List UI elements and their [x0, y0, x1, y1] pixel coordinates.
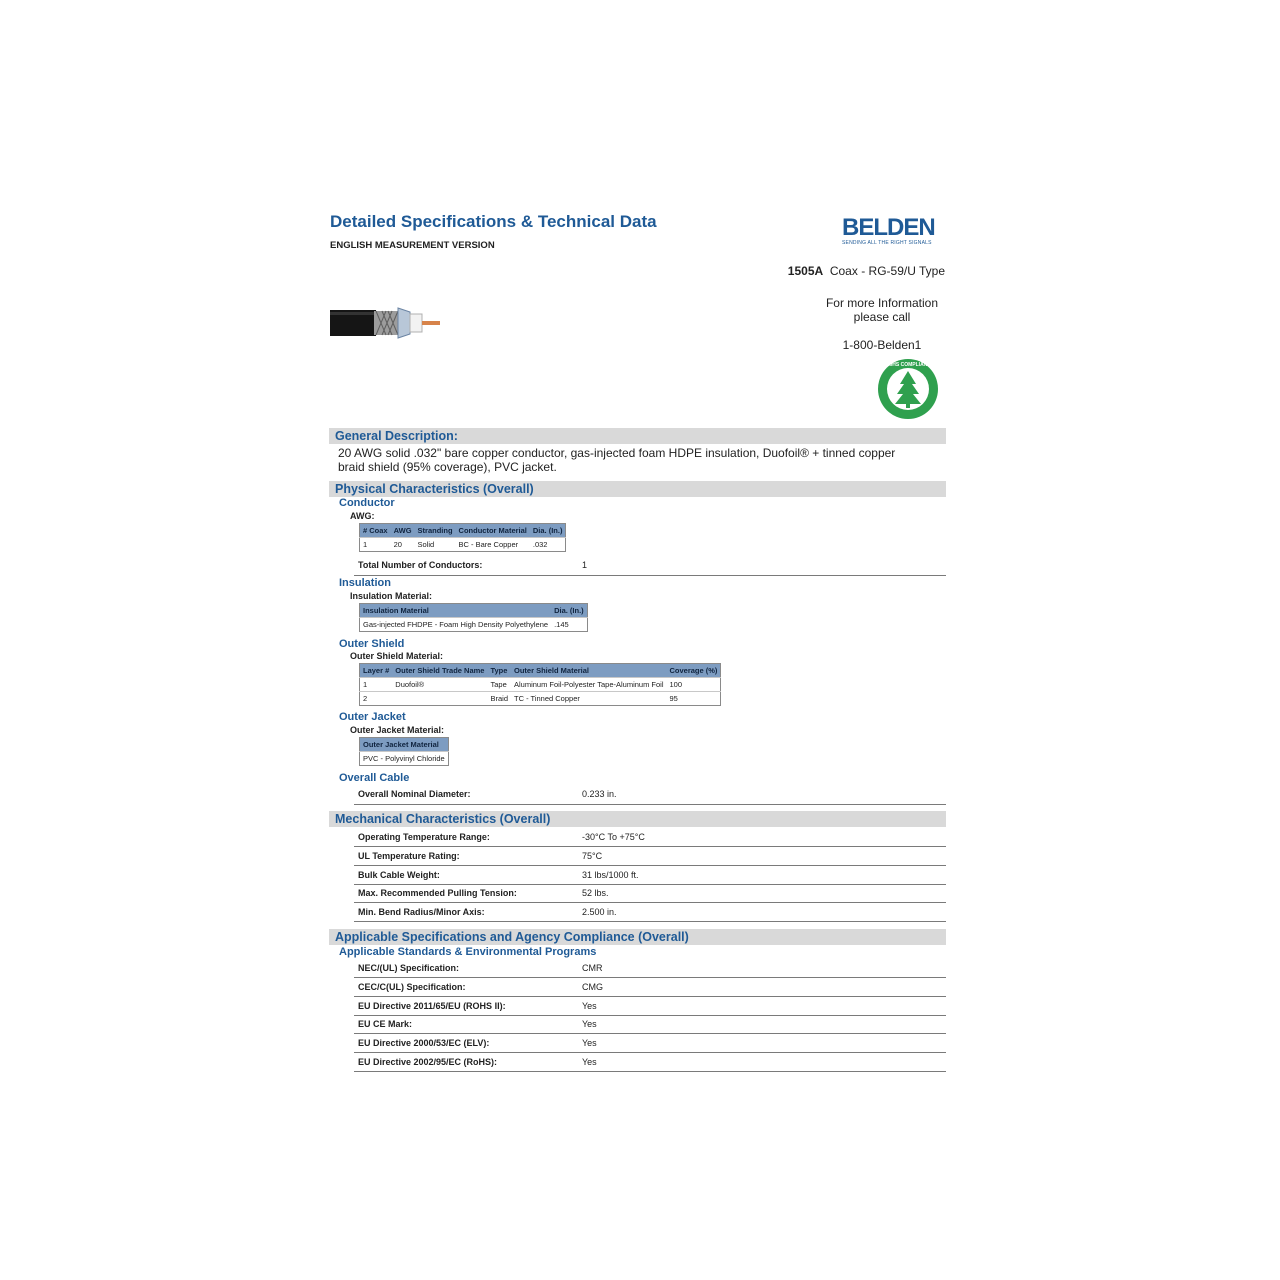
- spec-label: Min. Bend Radius/Minor Axis:: [358, 907, 485, 918]
- spec-value: 2.500 in.: [582, 907, 617, 918]
- table-cell: Duofoil®: [392, 678, 487, 692]
- spec-value: CMG: [582, 981, 603, 992]
- page-title: Detailed Specifications & Technical Data: [330, 212, 657, 231]
- product-line: [788, 264, 945, 278]
- general-description-text: 20 AWG solid .032" bare copper conductor, gas-injected foam HDPE insulation, Duofoil® + tinned copper braid shield (95% coverage), PVC jacket.: [338, 446, 896, 474]
- mechanical-characteristics-bar: [329, 811, 946, 827]
- divider: [354, 1015, 946, 1016]
- spec-value: 31 lbs/1000 ft.: [582, 869, 639, 880]
- table-cell: [392, 692, 487, 706]
- column-header: Insulation Material: [360, 604, 552, 618]
- product-id: 1505A: [787, 264, 824, 278]
- column-header: Coverage (%): [667, 664, 721, 678]
- logo-wordmark: BELDEN: [842, 214, 935, 241]
- column-header: Stranding: [415, 524, 456, 538]
- standards-subheading: Applicable Standards & Environmental Programs: [339, 946, 597, 958]
- table-row: [360, 538, 566, 552]
- table-header-row: [360, 664, 721, 678]
- overall-diameter-value: 0.233 in.: [582, 789, 617, 799]
- info-line-2: please call: [853, 310, 911, 324]
- table-cell: 100: [667, 678, 721, 692]
- insulation-material-label: Insulation Material:: [350, 591, 433, 601]
- info-text: [822, 296, 942, 324]
- table-cell: 2: [360, 692, 393, 706]
- table-row: [360, 752, 449, 766]
- column-header: AWG: [391, 524, 415, 538]
- divider: [354, 846, 946, 847]
- spec-value: 52 lbs.: [582, 888, 609, 899]
- compliance-heading: Applicable Specifications and Agency Compliance (Overall): [335, 930, 689, 944]
- table-header-row: [360, 604, 588, 618]
- divider: [354, 996, 946, 997]
- table-header-row: [360, 524, 566, 538]
- table-cell: 1: [360, 678, 393, 692]
- table-cell: Tape: [487, 678, 511, 692]
- table-row: [360, 692, 721, 706]
- product-description: Coax - RG-59/U Type: [829, 264, 945, 278]
- column-header: Outer Jacket Material: [360, 738, 449, 752]
- column-header: Conductor Material: [456, 524, 530, 538]
- spec-label: Max. Recommended Pulling Tension:: [358, 888, 517, 899]
- table-cell: 1: [360, 538, 391, 552]
- outer-jacket-heading: Outer Jacket: [339, 711, 406, 723]
- logo-tagline: SENDING ALL THE RIGHT SIGNALS: [842, 240, 932, 246]
- conductor-table: [359, 523, 566, 552]
- column-header: Outer Shield Trade Name: [392, 664, 487, 678]
- spec-value: -30°C To +75°C: [582, 832, 645, 842]
- divider: [354, 865, 946, 866]
- awg-label: AWG:: [350, 511, 375, 521]
- divider: [354, 921, 946, 922]
- table-cell: Braid: [487, 692, 511, 706]
- table-cell: .032: [530, 538, 566, 552]
- conductor-heading: Conductor: [339, 497, 395, 509]
- overall-cable-heading: Overall Cable: [339, 772, 410, 784]
- spec-label: Operating Temperature Range:: [358, 832, 490, 842]
- spec-label: EU Directive 2000/53/EC (ELV):: [358, 1038, 490, 1049]
- column-header: Dia. (In.): [551, 604, 587, 618]
- physical-characteristics-heading: Physical Characteristics (Overall): [335, 482, 534, 496]
- insulation-table: [359, 603, 588, 632]
- physical-characteristics-bar: [329, 481, 946, 497]
- spec-value: CMR: [582, 963, 603, 973]
- table-cell: Solid: [415, 538, 456, 552]
- table-cell: TC - Tinned Copper: [511, 692, 667, 706]
- table-cell: .145: [551, 618, 587, 632]
- spec-value: Yes: [582, 1057, 597, 1067]
- column-header: Type: [487, 664, 511, 678]
- spec-label: EU Directive 2011/65/EU (ROHS II):: [358, 1000, 506, 1011]
- phone-number: 1-800-Belden1: [842, 338, 922, 352]
- outer-jacket-material-label: Outer Jacket Material:: [350, 725, 445, 735]
- seal-text: RoHS COMPLIANT: [885, 362, 931, 368]
- spec-value: Yes: [582, 1019, 597, 1030]
- table-cell: Gas-injected FHDPE - Foam High Density Polyethylene: [360, 618, 552, 632]
- table-cell: PVC - Polyvinyl Chloride: [360, 752, 449, 766]
- insulation-heading: Insulation: [339, 577, 391, 589]
- belden-logo: [842, 216, 934, 247]
- column-header: Layer #: [360, 664, 393, 678]
- outer-shield-table: [359, 663, 721, 706]
- spec-label: NEC/(UL) Specification:: [358, 963, 460, 973]
- info-line-1: For more Information: [825, 296, 939, 310]
- column-header: Dia. (In.): [530, 524, 566, 538]
- spec-label: CEC/C(UL) Specification:: [358, 981, 466, 992]
- outer-shield-material-label: Outer Shield Material:: [350, 651, 444, 661]
- column-header: Outer Shield Material: [511, 664, 667, 678]
- spec-label: EU CE Mark:: [358, 1019, 413, 1030]
- divider: [354, 884, 946, 885]
- divider: [354, 804, 946, 805]
- total-conductors-label: Total Number of Conductors:: [358, 560, 483, 570]
- page-subtitle: ENGLISH MEASUREMENT VERSION: [330, 240, 495, 251]
- column-header: # Coax: [360, 524, 391, 538]
- spec-label: Bulk Cable Weight:: [358, 869, 440, 880]
- general-description-heading: General Description:: [335, 429, 458, 443]
- total-conductors-value: 1: [582, 560, 588, 570]
- table-cell: BC - Bare Copper: [456, 538, 530, 552]
- mechanical-characteristics-heading: Mechanical Characteristics (Overall): [335, 812, 551, 826]
- rohs-compliant-seal: [877, 358, 939, 420]
- spec-label: UL Temperature Rating:: [358, 850, 460, 861]
- table-cell: 95: [667, 692, 721, 706]
- overall-diameter-label: Overall Nominal Diameter:: [358, 789, 471, 799]
- outer-shield-heading: Outer Shield: [339, 638, 405, 650]
- coax-cable-image: [330, 303, 442, 343]
- compliance-bar: [329, 929, 946, 945]
- general-description-bar: [329, 428, 946, 444]
- table-header-row: [360, 738, 449, 752]
- divider: [354, 902, 946, 903]
- divider: [354, 977, 946, 978]
- table-cell: 20: [391, 538, 415, 552]
- divider: [354, 1052, 946, 1053]
- divider: [354, 1033, 946, 1034]
- spec-value: Yes: [582, 1038, 597, 1049]
- divider: [354, 575, 946, 576]
- table-row: [360, 678, 721, 692]
- spec-value: Yes: [582, 1000, 597, 1011]
- divider: [354, 1071, 946, 1072]
- outer-jacket-table: [359, 737, 449, 766]
- table-cell: Aluminum Foil-Polyester Tape-Aluminum Foil: [511, 678, 667, 692]
- spec-value: 75°C: [582, 850, 603, 861]
- spec-label: EU Directive 2002/95/EC (RoHS):: [358, 1057, 498, 1067]
- table-row: [360, 618, 588, 632]
